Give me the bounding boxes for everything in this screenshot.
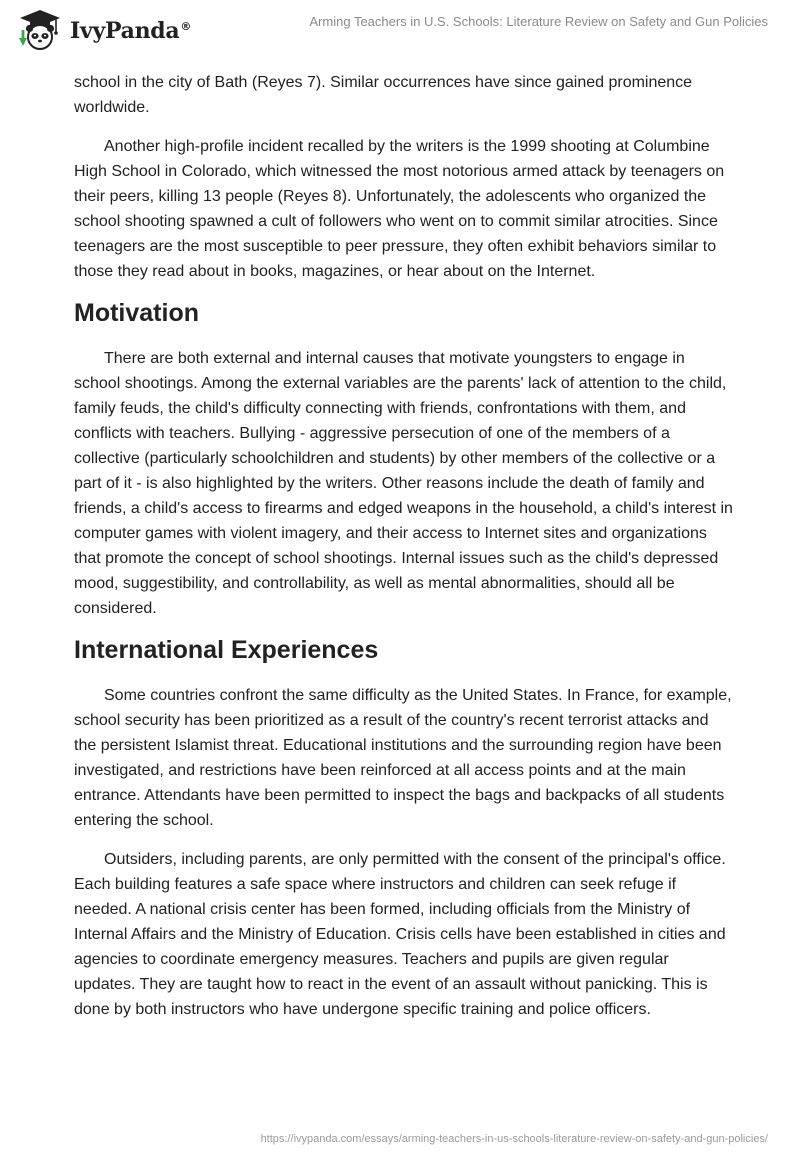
panda-graduate-logo-icon	[16, 8, 64, 52]
source-url-link[interactable]: https://ivypanda.com/essays/arming-teachers-in-us-schools-literature-review-on-safety-and-gun-policies/	[260, 1133, 768, 1145]
brand-logo[interactable]	[16, 8, 191, 52]
paragraph-security-measures: Outsiders, including parents, are only permitted with the consent of the principal's office. Each building features a safe space where instructors and children can seek refuge if needed. A national crisis center has been formed, including officials from the Ministry of Internal Affairs and the Ministry of Education. Crisis cells have been established in cities and agencies to coordinate emergency measures. Teachers and pupils are given regular updates. They are taught how to react in the event of an assault without panicking. This is done by both instructors who have undergone specific training and police officers.	[74, 851, 726, 1018]
brand-name: IvyPanda®	[70, 18, 192, 44]
registered-mark: ®	[180, 19, 192, 33]
section-heading-international: International Experiences	[74, 636, 379, 664]
paragraph-continued: school in the city of Bath (Reyes 7). Similar occurrences have since gained prominence worldwide.	[74, 74, 693, 116]
essay-content	[74, 70, 734, 1036]
paragraph-columbine: Another high-profile incident recalled by the writers is the 1999 shooting at Columbine High School in Colorado, which witnessed the most notorious armed attack by teenagers on their peers, killing 13 people (Reyes 8). Unfortunately, the adolescents who organized the school shooting spawned a cult of followers who went on to commit similar atrocities. Since teenagers are the most susceptible to peer pressure, they often exhibit behaviors similar to those they read about in books, magazines, or hear about on the Internet.	[74, 138, 725, 280]
section-heading-motivation: Motivation	[74, 299, 199, 327]
paragraph-motivation: There are both external and internal causes that motivate youngsters to engage in school shootings. Among the external variables are the parents' lack of attention to the child, family feuds, the child's difficulty connecting with friends, confrontations with them, and conflicts with teachers. Bullying - aggressive persecution of one of the members of a collective (particularly schoolchildren and students) by other members of the collective or a part of it - is also highlighted by the writers. Other reasons include the death of family and friends, a child's access to firearms and edged weapons in the household, a child's interest in computer games with violent imagery, and their access to Internet sites and organizations that promote the concept of school shootings. Internal issues such as the child's depressed mood, suggestibility, and controllability, as well as mental abnormalities, should all be considered.	[74, 350, 733, 617]
page-header	[0, 0, 800, 60]
paragraph-france: Some countries confront the same difficulty as the United States. In France, for example, school security has been prioritized as a result of the country's recent terrorist attacks and the persistent Islamist threat. Educational institutions and the surrounding region have been investigated, and restrictions have been reinforced at all access points and at the main entrance. Attendants have been permitted to inspect the bags and backpacks of all students entering the school.	[74, 687, 732, 829]
document-title: Arming Teachers in U.S. Schools: Literature Review on Safety and Gun Policies	[309, 14, 768, 29]
